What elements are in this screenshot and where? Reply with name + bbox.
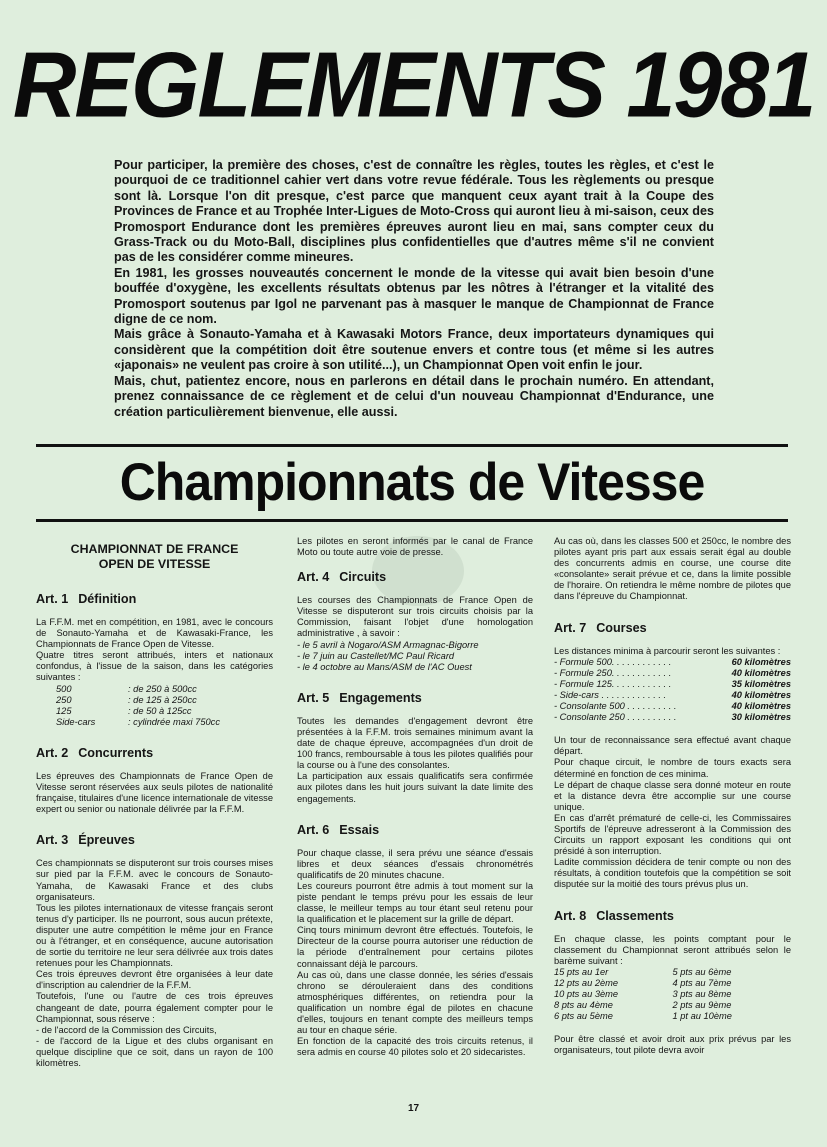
page-title: REGLEMENTS 1981 [12,32,815,137]
paragraph: La participation aux essais qualificatifs sera confirmée aux pilotes dans les huit jours suivant la date limite des engagements. [297,771,533,804]
paragraph: La F.F.M. met en compétition, en 1981, avec le concours de Sonauto-Yamaha et de Kawasaki-France, les Championnats de France Open de Vitesse. [36,617,273,650]
points-entry: 2 pts au 9ème [672,1000,732,1011]
paragraph: Pour chaque circuit, le nombre de tours exacts sera déterminé en fonction de ces minima. [554,757,791,779]
article-heading [36,833,273,848]
circuit-item: - le 4 octobre au Mans/ASM de l'AC Ouest [297,661,472,672]
paragraph: Les pilotes en seront informés par le canal de France Moto ou toute autre voie de presse. [297,536,533,558]
article-number: Art. 5 [297,690,330,705]
article-title: Concurrents [78,745,154,760]
divider-bottom [36,519,788,522]
distance-label: - Formule 500. . . . . . . . . . . . [554,656,672,667]
category-key: Side-cars [56,716,96,727]
circuit-item: - le 7 juin au Castellet/MC Paul Ricard [297,650,455,661]
column-3 [554,536,791,1056]
article-title: Classements [596,908,674,923]
paragraph: Cinq tours minimum devront être effectués. Toutefois, le Directeur de la course pourra autoriser une réduction de la période d'entraînement pour certains pilotes connaissant déjà le parcours. [297,925,533,969]
paragraph: Toutefois, l'une ou l'autre de ces trois épreuves changeant de date, pourra également compter pour le Championnat, sous réserve : [36,991,273,1024]
distance-label: - Formule 250. . . . . . . . . . . . [554,667,672,678]
intro-text [114,158,714,420]
distance-row [554,668,791,679]
list-item: - de l'accord de la Ligue et des clubs organisant en quelque discipline que ce soit, dans un rayon de 100 kilomètres. [36,1035,273,1068]
paragraph: Les épreuves des Championnats de France Open de Vitesse seront réservées aux seuls pilotes de nationalité française, titulaires d'une licence internationale de vitesse expert ou senior ou nationale délivrée par la F.F.M. [36,770,273,815]
paragraph: Toutes les demandes d'engagement devront être présentées à la F.F.M. trois semaines minimum avant la date de chaque épreuve, accompagnées d'un droit de 100 francs, remboursable à tous les pilotes qualifiés pour la course ou à l'une des consolantes. [297,715,533,771]
paragraph: En cas d'arrêt prématuré de celle-ci, les Commissaires Sportifs de l'épreuve adresseront à la Commission des Circuits un rapport exposant les conditions qui ont présidé à son interruption. [554,812,791,857]
article-heading [36,746,273,761]
column-1 [36,536,273,1069]
intro-paragraph: En 1981, les grosses nouveautés concernent le monde de la vitesse qui avait bien besoin d'une bouffée d'oxygène, les excellents résultats obtenus par les nôtres à l'étranger et la vitalité des Promosport soutenus par Igol ne parvenant pas à masquer le manque de Championnat de France digne de ce nom. [114,265,714,327]
distance-label: - Formule 125. . . . . . . . . . . . [554,678,672,689]
points-entry: 5 pts au 6ème [672,966,732,977]
distance-value: 35 kilomètres [731,678,791,689]
article-title: Essais [339,822,380,837]
paragraph: Les courses des Championnats de France Open de Vitesse se disputeront sur trois circuits choisis par la Commission, faisant l'objet d'une homologation administrative , à savoir : [297,595,533,639]
article-heading [297,823,533,838]
article-heading [297,691,533,706]
article-heading [297,570,533,585]
distance-row [554,701,791,712]
article-title: Épreuves [78,833,135,848]
paragraph: En fonction de la capacité des trois circuits retenus, il sera admis en course 40 pilotes solo et 20 sidecaristes. [297,1036,533,1058]
list-item: - de l'accord de la Commission des Circuits, [36,1024,217,1035]
distance-value: 60 kilomètres [731,656,791,667]
distance-label: - Consolante 250 . . . . . . . . . . [554,712,677,723]
paragraph: Au cas où, dans une classe donnée, les séries d'essais chrono se dérouleraient dans des conditions atmosphériques différentes, on retiendra pour la qualification un nombre égal de pilotes en chacune d'elles, toujours en tenant compte des meilleurs temps au tour en chaque série. [297,969,533,1036]
article-title: Définition [78,592,137,606]
section-title: Championnats de Vitesse [119,452,705,512]
championship-title: CHAMPIONNAT DE FRANCE OPEN DE VITESSE [70,542,239,571]
article-number: Art. 1 [36,592,69,606]
paragraph: Ladite commission décidera de tenir compte ou non des résultats, à condition toutefois que la compétition se soit disputée sur la moitié des tours prévus plus un. [554,857,791,890]
article-number: Art. 8 [554,908,587,923]
article-number: Art. 6 [297,822,330,837]
category-value: : de 250 à 500cc [128,683,197,694]
points-table [554,967,791,1022]
article-heading [554,909,791,924]
intro-paragraph: Pour participer, la première des choses, c'est de connaître les règles, toutes les règles, et c'est le pourquoi de ce traditionnel cahier vert dans votre revue fédérale. Tous les règlements ou presque sont là. Lorsque l'on dit presque, c'est parce que manquent ceux ayant trait à la Coupe des Provinces de France et au Trophée Inter-Ligues de Moto-Cross qui auront lieu à mi-saison, ceux des Promosport Endurance dont les premières épreuves auront lieu en mai, sans compter ceux du Grass-Track ou du Moto-Ball, disciplines plus confidentielles que d'autres même s'il ne convient pas de les considérer comme mineures. [114,158,714,265]
article-number: Art. 7 [554,620,587,635]
article-heading [554,621,791,636]
distance-row [554,657,791,668]
article-title: Courses [596,620,647,635]
article-number: Art. 4 [297,570,330,585]
distance-row [554,712,791,723]
paragraph: En chaque classe, les points comptant pour le classement du Championnat seront attribués selon le barème suivant : [554,933,791,966]
distance-value: 40 kilomètres [731,689,791,700]
category-key: 500 [56,683,72,694]
points-entry: 4 pts au 7ème [672,977,732,988]
category-key: 125 [56,705,72,716]
distance-value: 30 kilomètres [731,712,791,723]
paragraph: Les coureurs pourront être admis à tout moment sur la piste pendant le temps prévu pour les essais de leur classe, le meilleur temps au tour étant seul retenu pour la qualification et le placement sur la grille de départ. [297,880,533,925]
distance-row [554,690,791,701]
distance-value: 40 kilomètres [731,667,791,678]
paragraph: Tous les pilotes internationaux de vitesse français seront tenus d'y participer. Ils ne pourront, sous aucun prétexte, disputer une autre compétition le même jour en France ou à l'étranger, et en conséquence, aucune autorisation de sortie du territoire ne leur sera délivrée aux trois dates retenues pour les Championnats. [36,902,273,969]
circuit-item: - le 5 avril à Nogaro/ASM Armagnac-Bigorre [297,639,479,650]
paragraph: Le départ de chaque classe sera donné moteur en route et la distance devra être accomplie sur une course unique. [554,779,791,812]
distance-label: - Consolante 500 . . . . . . . . . . [554,701,677,712]
points-entry: 3 pts au 8ème [672,989,732,999]
paragraph: Pour être classé et avoir droit aux prix prévus par les organisateurs, tout pilote devra avoir [554,1034,791,1056]
article-heading [36,592,273,607]
category-row [36,717,273,728]
points-entry: 15 pts au 1er [554,966,609,977]
article-title: Circuits [339,570,387,585]
points-entry: 12 pts au 2ème [554,977,619,988]
article-number: Art. 2 [36,745,69,760]
intro-paragraph: Mais grâce à Sonauto-Yamaha et à Kawasaki Motors France, deux importateurs dynamiques qui considèrent que la compétition doit être soutenue envers et contre tous (et même si les autres «japonais» ne veulent pas croire à son utilité...), un Championnat Open voit enfin le jour. [114,327,714,373]
paragraph: Pour chaque classe, il sera prévu une séance d'essais libres et deux séances d'essais chronométrés qualificatifs de 20 minutes chacune. [297,847,533,880]
paragraph: Les distances minima à parcourir seront les suivantes : [554,645,781,656]
points-entry: 1 pt au 10ème [672,1011,732,1022]
intro-paragraph: Mais, chut, patientez encore, nous en parlerons en détail dans le prochain numéro. En attendant, prenez connaissance de ce règlement et de celui d'un nouveau Championnat d'Endurance, une création particulièrement bienvenue, elle aussi. [114,373,714,419]
category-row [36,684,273,695]
category-value: : cylindrée maxi 750cc [128,716,220,727]
category-value: : de 125 à 250cc [128,694,197,705]
paragraph: Quatre titres seront attribués, inters et nationaux confondus, à l'issue de la saison, dans les catégories suivantes : [36,650,273,683]
category-row [36,706,273,717]
category-value: : de 50 à 125cc [128,705,192,716]
distance-value: 40 kilomètres [731,701,791,712]
paragraph: Ces championnats se disputeront sur trois courses mises sur pied par la F.F.M. avec le concours de Sonauto-Yamaha, de Kawasaki France et des clubs organisateurs. [36,858,273,902]
page-number: 17 [407,1103,420,1114]
distance-label: - Side-cars . . . . . . . . . . . . . [554,689,667,700]
points-entry: 8 pts au 4ème [554,1000,613,1011]
category-row [36,695,273,706]
paragraph: Au cas où, dans les classes 500 et 250cc, le nombre des pilotes ayant pris part aux essais serait égal au double des concurrents admis en course, une course dite «consolante» serait prévue et ce, dans la limite possible de l'horaire. On retiendra le même nombre de pilotes que dans l'épreuve du Championnat. [554,536,791,602]
column-2 [297,536,533,1058]
article-number: Art. 3 [36,833,69,848]
paragraph: Ces trois épreuves devront être organisées à leur date d'inscription au calendrier de la F.F.M. [36,969,273,991]
distance-row [554,679,791,690]
category-key: 250 [56,694,72,705]
paragraph: Un tour de reconnaissance sera effectué avant chaque départ. [554,735,791,757]
points-entry: 10 pts au 3ème [554,989,619,999]
article-title: Engagements [339,690,422,705]
points-entry: 6 pts au 5ème [554,1011,613,1022]
